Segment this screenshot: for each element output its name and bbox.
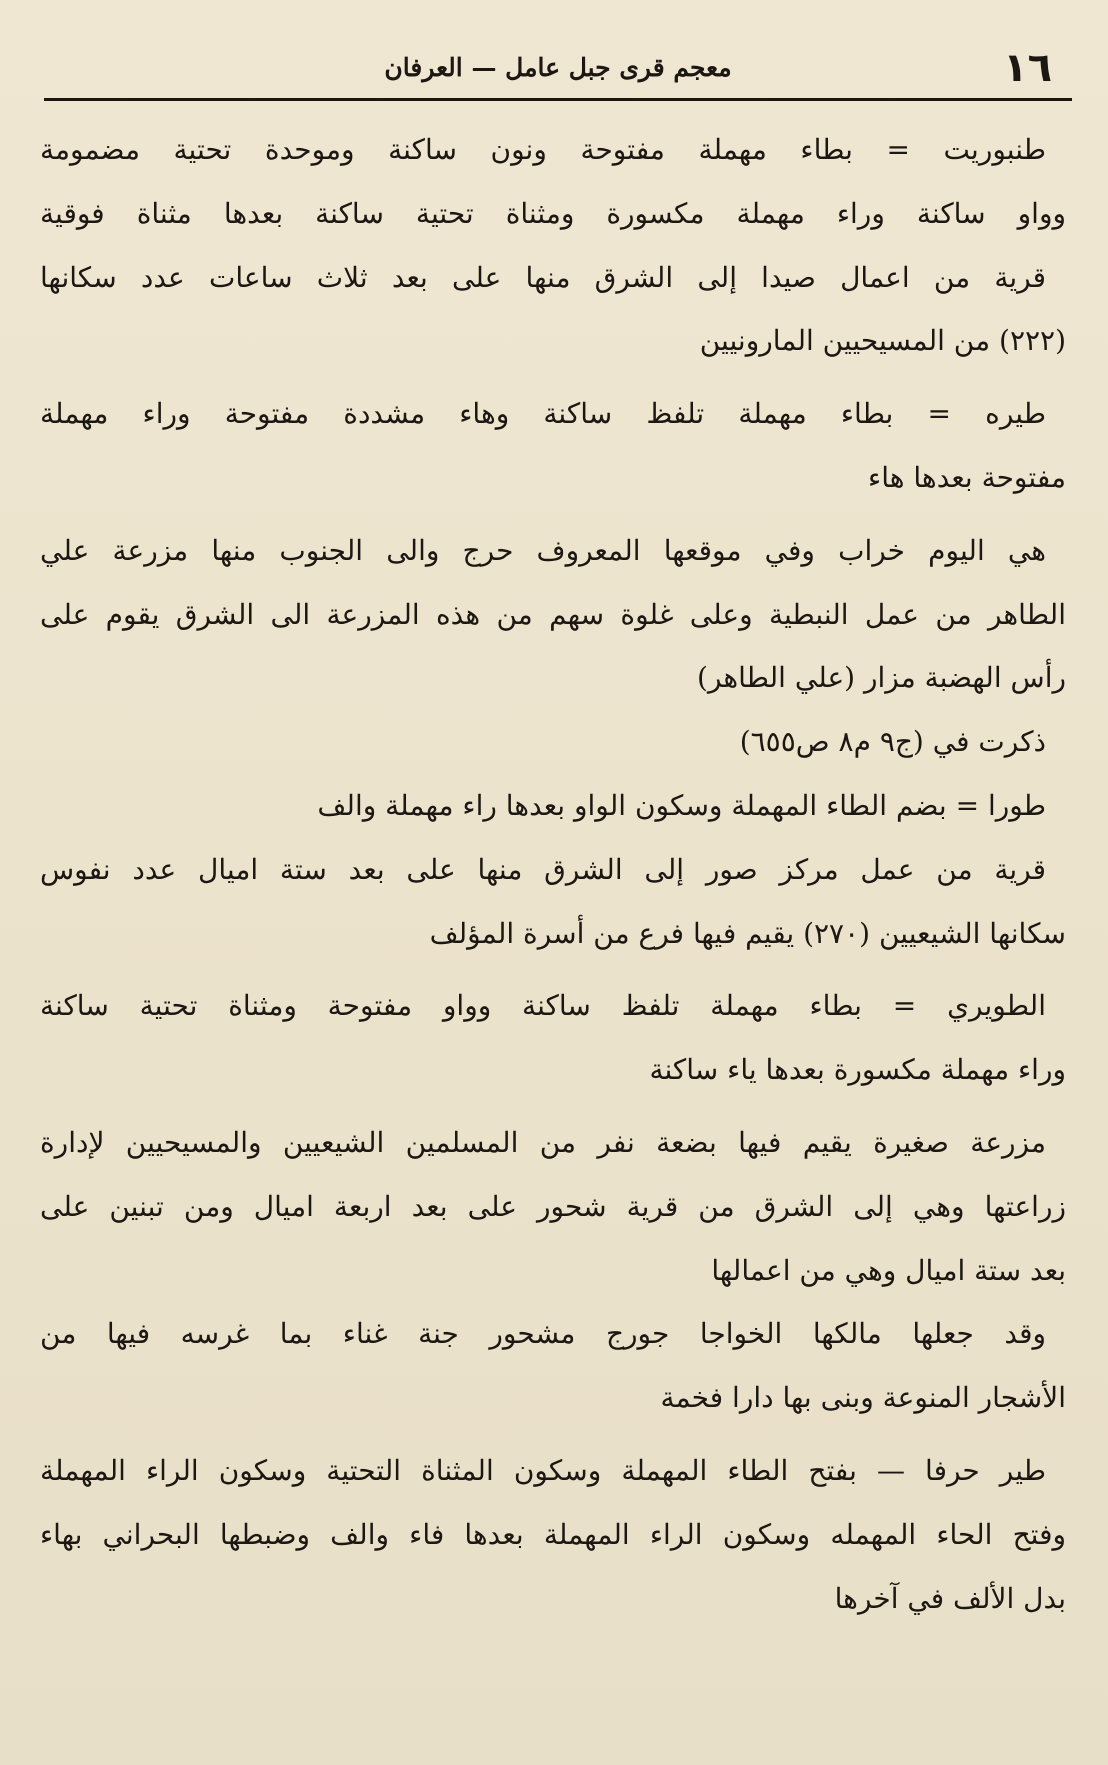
text-line: طورا = بضم الطاء المهملة وسكون الواو بعدها راء مهملة والف bbox=[317, 788, 1046, 822]
header-rule bbox=[44, 98, 1072, 101]
running-title: معجم قرى جبل عامل — العرفان bbox=[384, 53, 732, 82]
text-line: وواو ساكنة وراء مهملة مكسورة ومثناة تحتية ساكنة بعدها مثناة فوقية bbox=[40, 196, 1066, 230]
text-line: مزرعة صغيرة يقيم فيها بضعة نفر من المسلمين الشيعيين والمسيحيين لإدارة bbox=[40, 1125, 1046, 1159]
text-line: مفتوحة بعدها هاء bbox=[868, 460, 1066, 494]
text-line: طير حرفا — بفتح الطاء المهملة وسكون المثناة التحتية وسكون الراء المهملة bbox=[40, 1453, 1046, 1487]
text-line: بدل الألف في آخرها bbox=[834, 1581, 1066, 1615]
text-line: الأشجار المنوعة وبنى بها دارا فخمة bbox=[660, 1381, 1066, 1415]
text-line: قرية من عمل مركز صور إلى الشرق منها على بعد ستة اميال عدد نفوس bbox=[40, 852, 1046, 886]
text-line: سكانها الشيعيين (٢٧٠) يقيم فيها فرع من أسرة المؤلف bbox=[429, 916, 1066, 950]
text-line: رأس الهضبة مزار (علي الطاهر) bbox=[697, 661, 1066, 695]
text-line: هي اليوم خراب وفي موقعها المعروف حرج والى الجنوب منها مزرعة علي bbox=[40, 533, 1046, 567]
text-line: الطاهر من عمل النبطية وعلى غلوة سهم من هذه المزرعة الى الشرق يقوم على bbox=[40, 597, 1066, 631]
page-header bbox=[44, 38, 1072, 98]
text-line: (٢٢٢) من المسيحيين المارونيين bbox=[699, 324, 1066, 358]
text-line: بعد ستة اميال وهي من اعمالها bbox=[711, 1253, 1066, 1287]
text-line: الطويري = بطاء مهملة تلفظ ساكنة وواو مفتوحة ومثناة تحتية ساكنة bbox=[40, 989, 1046, 1023]
text-line: ذكرت في (ج٩ م٨ ص٦٥٥) bbox=[739, 725, 1046, 759]
text-line: طنبوريت = بطاء مهملة مفتوحة ونون ساكنة وموحدة تحتية مضمومة bbox=[40, 133, 1046, 166]
text-line: وقد جعلها مالكها الخواجا جورج مشحور جنة غناء بما غرسه فيها من bbox=[40, 1317, 1046, 1351]
page-number: ١٦ bbox=[1003, 45, 1052, 91]
text-line: زراعتها وهي إلى الشرق من قرية شحور على بعد اربعة اميال ومن تبنين على bbox=[40, 1189, 1066, 1223]
text-line: طيره = بطاء مهملة تلفظ ساكنة وهاء مشددة مفتوحة وراء مهملة bbox=[40, 397, 1046, 431]
text-line: قرية من اعمال صيدا إلى الشرق منها على بعد ثلاث ساعات عدد سكانها bbox=[40, 260, 1046, 294]
text-line: وفتح الحاء المهمله وسكون الراء المهملة بعدها فاء والف وضبطها البحراني بهاء bbox=[40, 1517, 1066, 1551]
text-line: وراء مهملة مكسورة بعدها ياء ساكنة bbox=[649, 1053, 1066, 1087]
page-body bbox=[40, 118, 1066, 1630]
